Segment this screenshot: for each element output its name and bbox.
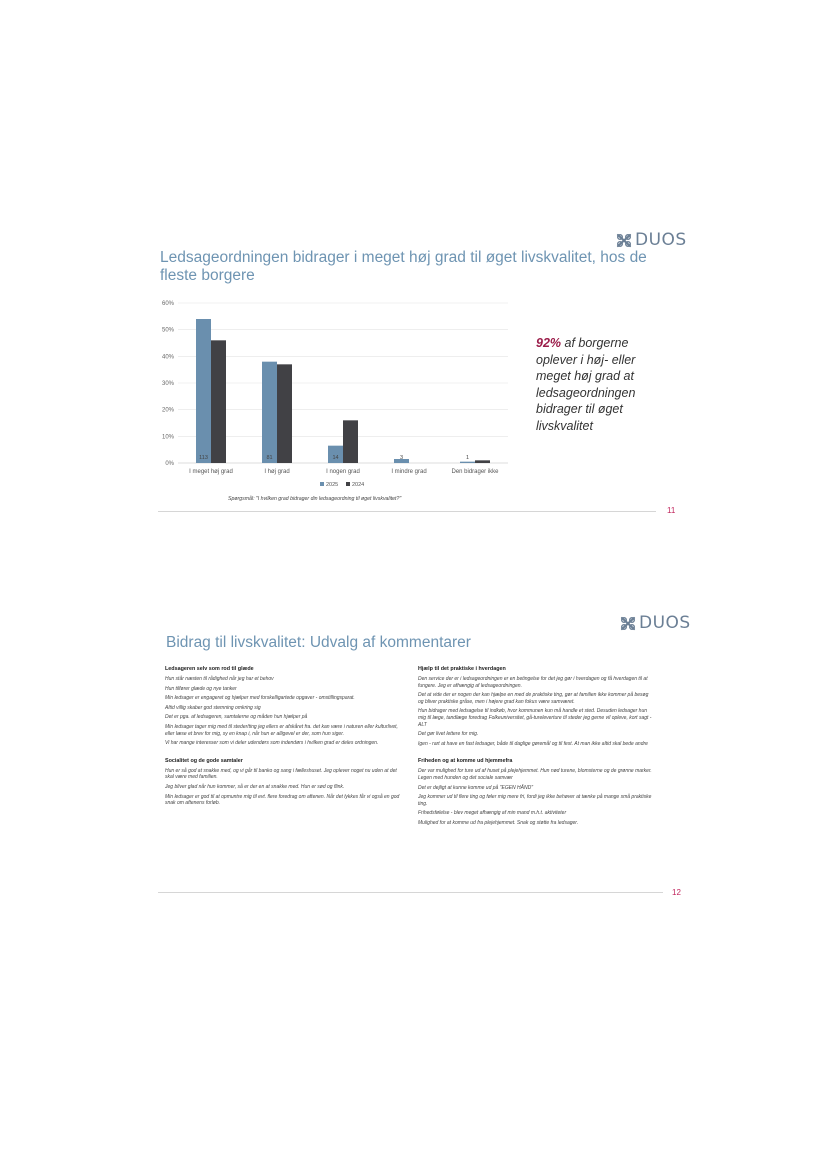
section-heading: Hjælp til det praktiske i hverdagen	[418, 666, 506, 672]
comment-quote: Jeg bliver glad når hun kommer, så er der en at snakke med. Hun er sød og flink.	[165, 783, 345, 790]
y-tick-label: 20%	[161, 407, 174, 414]
comment-quote: Det at vide der er nogen der kan hjælpe en med de praktiske ting, gør at familien ikke kommer på besøg og bliver praktiske gråse, men i højere grad kan fokus være samværet.	[418, 692, 649, 705]
comment-quote: Mulighed for at komme ud fra plejehjemmet. Snak og støtte fra ledsager.	[418, 819, 579, 826]
comment-quote: Jeg kommer ud til flere ting og føler mig mere fri, fordi jeg ikke behøver at tænke på mange små praktiske ting.	[418, 794, 652, 807]
comment-quote: Det er dejligt at kunne komme ud på "EGEN HÅND"	[418, 784, 533, 791]
footer-divider	[158, 892, 663, 893]
duos-logo-icon	[620, 616, 636, 631]
bar-2024	[475, 460, 490, 463]
y-tick-label: 50%	[161, 327, 174, 334]
y-tick-label: 60%	[161, 301, 174, 307]
slide-11	[148, 213, 686, 518]
comment-quote: Hun står næsten til rådighed når jeg har et behov	[165, 676, 274, 682]
data-label: 14	[332, 455, 339, 461]
page-number: 11	[667, 506, 676, 515]
legend-label-2025: 2025	[326, 482, 339, 488]
x-tick-label: Den bidrager ikke	[451, 469, 499, 475]
comment-quote: Det gør livet lettere for mig.	[418, 731, 479, 738]
slide-title: Bidrag til livskvalitet: Udvalg af kommentarer	[166, 634, 471, 651]
comment-quote: Hun er så god at snakke med, og vi går til banko og sang i fælleshuset. Jeg oplever noget nu uden at det skal være med familien.	[165, 767, 397, 781]
comment-quote: Igen - rart at have en fast ledsager, både til daglige gøremål og til fest. At man ikke altid skal bede andre	[418, 740, 648, 747]
y-tick-label: 30%	[161, 381, 174, 387]
x-tick-label: I nogen grad	[326, 469, 360, 475]
legend-swatch-2024	[346, 482, 350, 486]
section-heading: Ledsageren selv som rod til glæde	[165, 666, 254, 672]
bar-2024	[343, 420, 358, 463]
survey-question: Spørgsmål: "I hvilken grad bidrager din ledsageordning til øget livskvalitet?"	[228, 496, 402, 502]
comment-quote: Frihedsfølelse - blev meget afhængig af min mand m.h.t. aktiviteter	[418, 810, 567, 817]
x-tick-label: I høj grad	[264, 469, 290, 475]
y-tick-label: 0%	[165, 461, 174, 467]
slide-12	[148, 602, 691, 906]
x-tick-label: I meget høj grad	[189, 469, 233, 475]
comment-quote: Min ledsager er god til at opmuntre mig til evt. flere foredrag om aftenen. Når det lykkes får vi også en god snak om aftenens forløb.	[165, 793, 400, 807]
section-heading: Socialitet og de gode samtaler	[165, 757, 243, 764]
bar-2024	[211, 340, 226, 463]
comment-quote: Den service der er i ledsageordningen er en betingelse for det jeg gør i hverdagen og få hverdagen til at fungere. Jeg er afhængig af ledsageordningen.	[418, 676, 648, 689]
comment-section	[418, 758, 653, 826]
comment-quote: Hun tilfører glæde og nye tanker	[165, 685, 237, 692]
legend-swatch-2025	[320, 482, 324, 486]
bar-2025	[460, 462, 475, 463]
duos-logo	[616, 230, 687, 250]
y-tick-label: 10%	[161, 434, 174, 441]
comment-quote: Min ledsager er engageret og hjælper med forskelligartede opgaver - omstillingsparat.	[165, 695, 355, 702]
duos-logo-icon	[616, 233, 632, 248]
legend-label-2024: 2024	[352, 482, 365, 488]
callout-text	[536, 335, 666, 434]
logo-text: DUOS	[635, 230, 687, 250]
x-tick-label: I mindre grad	[391, 469, 427, 475]
comment-section	[165, 758, 400, 807]
bar-2024	[277, 364, 292, 463]
callout-body: af borgerne oplever i høj- eller meget høj grad at ledsageordningen bidrager til øget livskvalitet	[536, 336, 636, 433]
comment-quote: Vi har mange interesser som vi deler udendørs som indendørs i hvilken grad er deles ordningen.	[165, 740, 379, 747]
slide-title: Ledsageordningen bidrager i meget høj grad til øget livskvalitet, hos de fleste borgere	[160, 249, 647, 284]
data-label: 1	[465, 455, 470, 461]
comment-quote: Altid villig skaber god stemning omkring sig	[165, 704, 261, 711]
data-label: 3	[399, 455, 404, 461]
comment-quote: Der var mulighed for ture ud af huset på plejehjemmet. Hun nød turene, blomsterne og de grønne marker. Legen med hunden og det sociale samvær	[418, 768, 652, 781]
logo-text: DUOS	[639, 613, 691, 633]
section-heading: Friheden og at komme ud hjemmefra	[418, 758, 513, 765]
duos-logo	[620, 613, 691, 633]
comment-section	[418, 666, 653, 747]
comment-quote: Det er pga. af ledsageren, samtalerne og måden hun hjælper på	[165, 714, 308, 721]
data-label: 113	[199, 455, 208, 461]
comments-right-column	[418, 666, 653, 838]
y-tick-label: 40%	[161, 354, 174, 361]
bar-2025	[262, 362, 277, 463]
bar-2025	[196, 319, 211, 463]
data-label: 81	[266, 455, 273, 461]
comment-section	[165, 666, 400, 747]
callout-highlight: 92%	[536, 336, 562, 350]
page-number: 12	[672, 888, 681, 897]
comment-quote: Hun bidrager med ledsagelse til indkøb, hvor kommunen kun må handle et sted. Desuden ledsager hun mig til læge, tandlæge foredrag Folkeuniversitet, gå-tureleverture til steder jeg gerne vil opleve, kort sagt - ALT	[418, 708, 652, 728]
comments-left-column	[165, 666, 400, 818]
comment-quote: Min ledsager tager mig med til steder/ting jeg ellers er afskåret fra. det kan være i naturen eller kulturlivet, eller læse et brev for mig, sy en knap i, når hun er alligevel er der, som hun siger.	[165, 723, 398, 737]
footer-divider	[158, 511, 656, 512]
bar-chart	[148, 293, 518, 493]
